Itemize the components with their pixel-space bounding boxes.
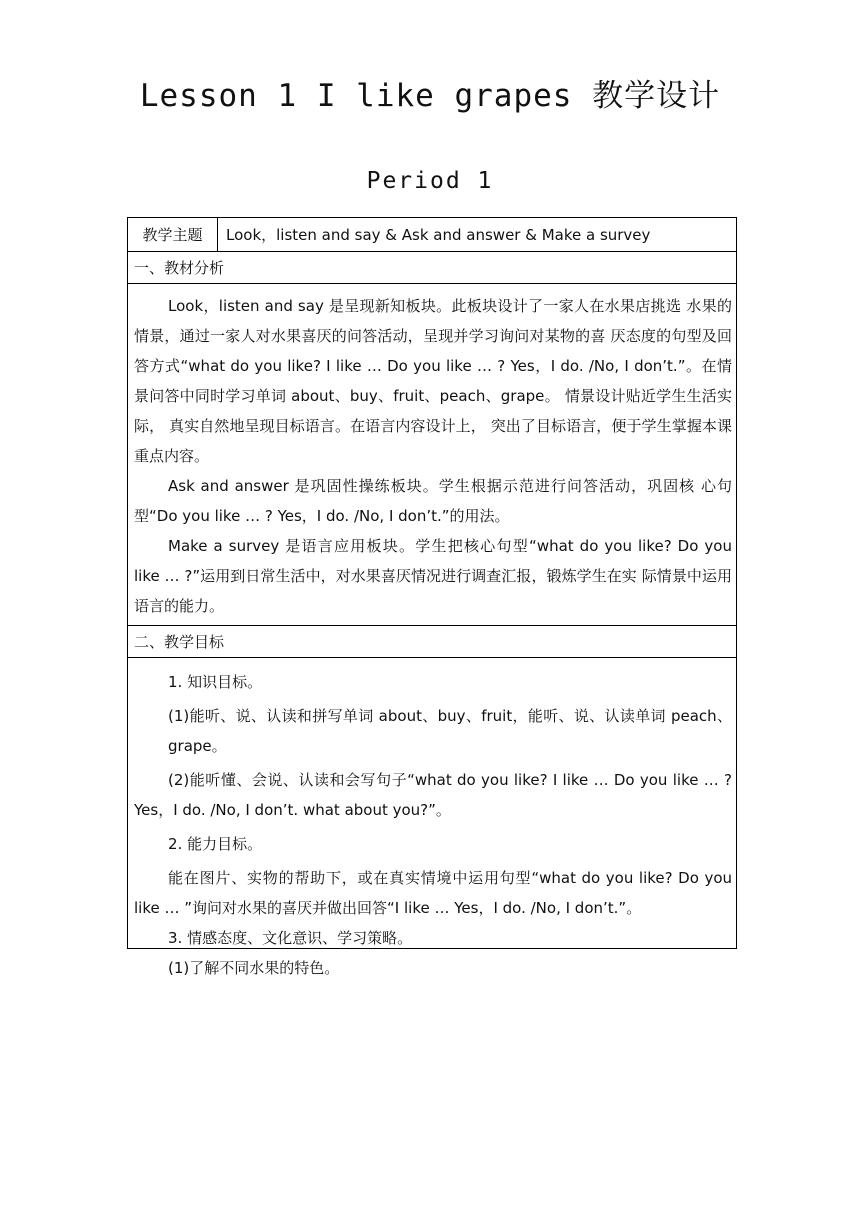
topic-row bbox=[128, 218, 736, 252]
analysis-paragraph: Look，listen and say 是呈现新知板块。此板块设计了一家人在水果店挑选 水果的情景，通过一家人对水果喜厌的问答活动，呈现并学习询问对某物的喜 厌态度的句型及回答方式“what do you like? I like … Do you like … ? Yes，I do. /No, I don’t.”。在情景问答中同时学习单词 about、buy、fruit、peach、grape。 情景设计贴近学生生活实际， 真实自然地呈现目标语言。在语言内容设计上， 突出了目标语言，便于学生掌握本课重点内容。 bbox=[134, 297, 732, 465]
section-heading-teaching-goals: 二、教学目标 bbox=[128, 626, 736, 658]
section-heading-material-analysis: 一、教材分析 bbox=[128, 252, 736, 284]
teaching-goals-body bbox=[128, 658, 736, 987]
topic-label: 教学主题 bbox=[128, 218, 218, 251]
topic-value: Look，listen and say & Ask and answer & Make a survey bbox=[226, 226, 651, 244]
goal-item: (2)能听懂、会说、认读和会写句子“what do you like? I like … Do you like … ? Yes，I do. /No, I don’t. what about you?”。 bbox=[134, 771, 732, 819]
lesson-plan-table bbox=[127, 217, 737, 977]
document-title: Lesson 1 I like grapes 教学设计 bbox=[139, 78, 721, 114]
goal-item: 2. 能力目标。 bbox=[168, 835, 263, 853]
goal-item: 3. 情感态度、文化意识、学习策略。 bbox=[168, 929, 413, 947]
goal-item: 能在图片、实物的帮助下，或在真实情境中运用句型“what do you like? Do you like … ”询问对水果的喜厌并做出回答“I like … Yes，I do. /No, I don’t.”。 bbox=[134, 869, 732, 917]
goal-item: (1)了解不同水果的特色。 bbox=[168, 959, 340, 977]
period-heading: Period 1 bbox=[366, 168, 494, 194]
goal-item: 1. 知识目标。 bbox=[168, 673, 263, 691]
goal-item: (1)能听、说、认读和拼写单词 about、buy、fruit，能听、说、认读单词 peach、grape。 bbox=[168, 707, 732, 755]
analysis-paragraph: Ask and answer 是巩固性操练板块。学生根据示范进行问答活动，巩固核 心句型“Do you like … ? Yes，I do. /No, I don’t.”的用法。 bbox=[134, 477, 732, 525]
analysis-paragraph: Make a survey 是语言应用板块。学生把核心句型“what do you like? Do you like … ?”运用到日常生活中，对水果喜厌情况进行调查汇报，锻炼学生在实 际情景中运用语言的能力。 bbox=[134, 537, 732, 615]
material-analysis-body bbox=[128, 284, 736, 626]
